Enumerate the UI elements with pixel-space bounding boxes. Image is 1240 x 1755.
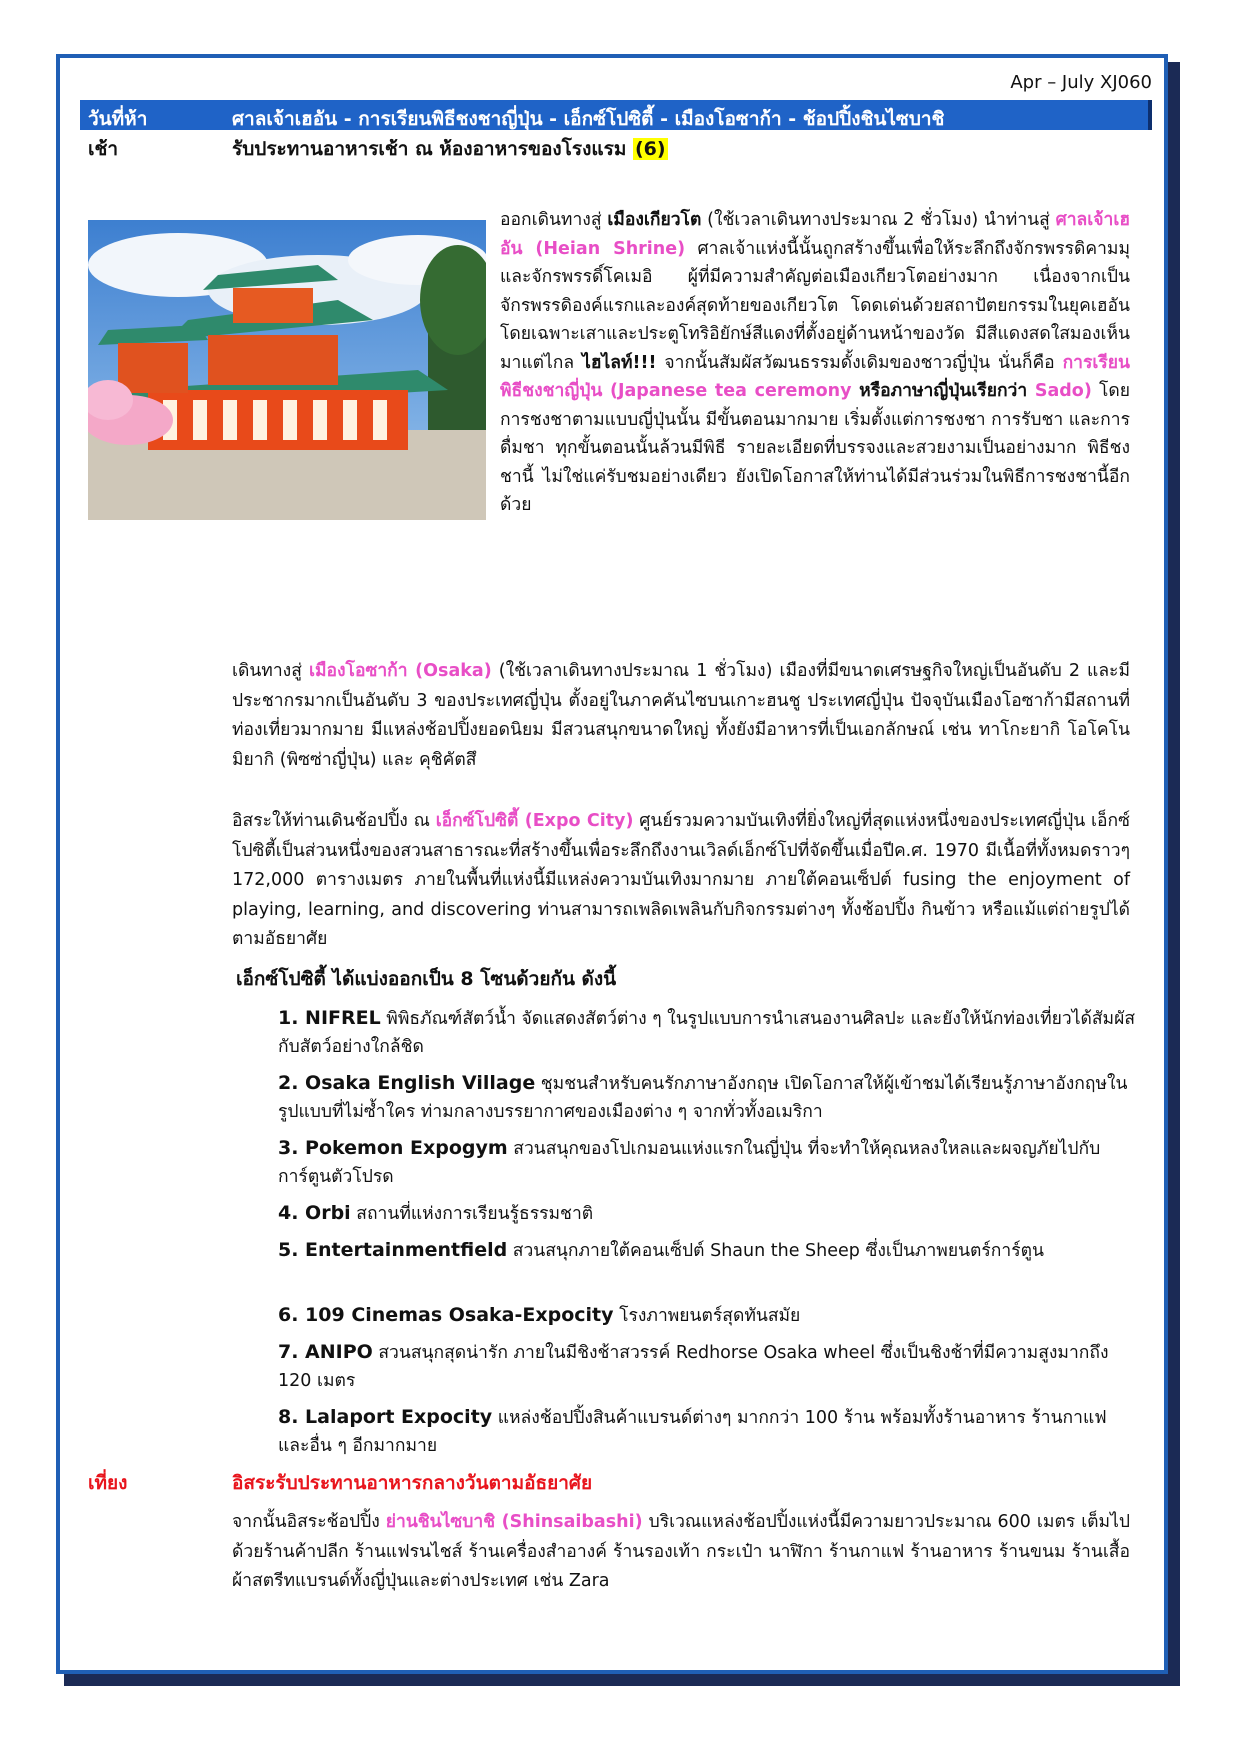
expo-city-name: เอ็กซ์โปซิตี้ (Expo City) [435, 811, 634, 831]
tea-ceremony-name: การเรียนพิธีชงชาญี่ปุ่น (Japanese tea ceremony [500, 352, 1130, 401]
heian-text-c: ศาลเจ้าแห่งนี้นั้นถูกสร้างขึ้นเพื่อให้ระลึกถึงจักรพรรดิคามมุและจักรพรรดิ์โคเมอิ ผู้ที่มีความสำคัญต่อเมืองเกียวโตอย่างมาก เนื่องจากเป็นจักรพรรดิองค์แรกและองค์สุดท้ายของเกียวโต โดดเด่นด้วยสถาปัตยกรรมในยุคเฮอัน โดยเฉพาะเสาและประตูโทริอิยักษ์สีแดงที่ตั้งอยู่ด้านหน้าของวัด มีสีแดงสดใสมองเห็นมาแต่ไกล [500, 238, 1130, 373]
zone-item [278, 1338, 1138, 1395]
day-label: วันที่ห้า [88, 108, 148, 130]
heian-text-d: จากนั้นสัมผัสวัฒนธรรมดั้งเดิมของชาวญี่ปุ่น นั่นก็คือ [656, 352, 1063, 373]
heian-text-e: โดยการชงชาตามแบบญี่ปุ่นนั้น มีขั้นตอนมากมาย เริ่มตั้งแต่การชงชา การรับชา และการดื่มชา ทุกขั้นตอนนั้นล้วนมีพิธี รายละเอียดที่บรรจงและสวยงามเป็นอย่างมาก พิธีชงชานี้ ไม่ใช่แค่รับชมอย่างเดียว ยังเปิดโอกาสให้ท่านได้มีส่วนร่วมในพิธีการชงชานี้อีกด้วย [500, 381, 1130, 515]
zone-desc: ชุมชนสำหรับคนรักภาษาอังกฤษ เปิดโอกาสให้ผู้เข้าชมได้เรียนรู้ภาษาอังกฤษในรูปแบบที่ไม่ซ้ำใคร ท่ามกลางบรรยากาศของเมืองต่าง ๆ จากทั่วทั้งอเมริกา [278, 1074, 1128, 1122]
zone-desc: สถานที่แห่งการเรียนรู้ธรรมชาติ [350, 1204, 594, 1224]
zone-name: 7. ANIPO [278, 1341, 373, 1363]
zone-name: 2. Osaka English Village [278, 1072, 536, 1094]
lunch-text: อิสระรับประทานอาหารกลางวันตามอัธยาศัย [232, 1472, 593, 1494]
zone-item [278, 1004, 1138, 1061]
kyoto-name: เมืองเกียวโต [607, 210, 702, 230]
shinsaibashi-text-b: บริเวณแหล่งช้อปปิ้งแห่งนี้มีความยาวประมาณ 600 เมตร เต็มไปด้วยร้านค้าปลีก ร้านแฟรนไชส์ ร้านเครื่องสำอางค์ ร้านรองเท้า กระเป๋า นาฬิกา ร้านกาแฟ ร้านอาหาร ร้านขนม ร้านเสื้อผ้าสตรีทแบรนด์ทั้งญี่ปุ่นและต่างประเทศ เช่น Zara [232, 1512, 1130, 1591]
zone-desc: สวนสนุกของโปเกมอนแห่งแรกในญี่ปุ่น ที่จะทำให้คุณหลงใหลและผจญภัยไปกับการ์ตูนตัวโปรด [278, 1139, 1101, 1187]
zones-heading: เอ็กซ์โปซิตี้ ได้แบ่งออกเป็น 8 โซนด้วยกัน ดังนี้ [236, 968, 617, 990]
zone-item [278, 1199, 1138, 1228]
osaka-text-a: เดินทางสู่ [232, 661, 309, 681]
shinsaibashi-text-a: จากนั้นอิสระช้อปปิ้ง [232, 1512, 386, 1532]
sado-name: Sado) [1027, 381, 1092, 401]
osaka-text-b: (ใช้เวลาเดินทางประมาณ 1 ชั่วโมง) เมืองที่มีขนาดเศรษฐกิจใหญ่เป็นอันดับ 2 และมีประชากรมากเป็นอันดับ 3 ของประเทศญี่ปุ่น ตั้งอยู่ในภาคคันไซบนเกาะฮนชู ประเทศญี่ปุ่น ปัจจุบันเมืองโอซาก้ามีสถานที่ท่องเที่ยวมากมาย มีแหล่งช้อปปิ้งยอดนิยม มีสวนสนุกขนาดใหญ่ ทั้งยังมีอาหารที่เป็นเอกลักษณ์ เช่น ทาโกะยากิ โอโคโนมิยากิ (พิซซ่าญี่ปุ่น) และ คุชิคัตสึ [232, 661, 1130, 770]
zone-name: 4. Orbi [278, 1202, 351, 1224]
heian-text-b: (ใช้เวลาเดินทางประมาณ 2 ชั่วโมง) นำท่านสู่ [701, 210, 1056, 230]
osaka-paragraph [232, 657, 1130, 775]
zone-name: 1. NIFREL [278, 1007, 381, 1029]
zone-desc: โรงภาพยนตร์สุดทันสมัย [613, 1306, 801, 1326]
tea-or-text: หรือภาษาญี่ปุ่นเรียกว่า [851, 381, 1028, 401]
zone-item [278, 1236, 1138, 1265]
zone-desc: สวนสนุกสุดน่ารัก ภายในมีชิงช้าสวรรค์ Redhorse Osaka wheel ซึ่งเป็นชิงช้าที่มีความสูงมากถึง 120 เมตร [278, 1343, 1109, 1391]
expo-text-b: ศูนย์รวมความบันเทิงที่ยิ่งใหญ่ที่สุดแห่งหนึ่งของประเทศญี่ปุ่น เอ็กซ์โปซิตี้เป็นส่วนหนึ่งของสวนสาธารณะที่สร้างขึ้นเพื่อระลึกถึงงานเวิลด์เอ็กซ์โปที่จัดขึ้นเมื่อปีค.ศ. 1970 มีเนื้อที่ทั้งหมดราวๆ 172,000 ตารางเมตร ภายในพื้นที่แห่งนี้มีแหล่งความบันเทิงมากมาย ภายใต้คอนเซ็ปต์ fusing the enjoyment of playing, learning, and discovering ท่านสามารถเพลิดเพลินกับกิจกรรมต่างๆ ทั้งช้อปปิ้ง กินข้าว หรือแม้แต่ถ่ายรูปได้ตามอัธยาศัย [232, 811, 1130, 949]
shinsaibashi-paragraph [232, 1508, 1130, 1597]
heian-shrine-name: ศาลเจ้าเฮอัน (Heian Shrine) [500, 210, 1131, 259]
expo-text-a: อิสระให้ท่านเดินช้อปปิ้ง ณ [232, 811, 436, 831]
zone-item [278, 1134, 1138, 1191]
zone-name: 5. Entertainmentfield [278, 1239, 508, 1261]
heian-shrine-photo [88, 220, 486, 520]
zone-name: 6. 109 Cinemas Osaka-Expocity [278, 1304, 614, 1326]
zone-name: 3. Pokemon Expogym [278, 1137, 508, 1159]
morning-meal-text: รับประทานอาหารเช้า ณ ห้องอาหารของโรงแรม [232, 138, 627, 160]
osaka-name: เมืองโอซาก้า (Osaka) [308, 661, 492, 681]
day-header [80, 100, 1152, 130]
morning-text [232, 134, 668, 164]
doc-code: Apr – July XJ060 [1010, 72, 1152, 93]
zone-desc: พิพิธภัณฑ์สัตว์น้ำ จัดแสดงสัตว์ต่าง ๆ ในรูปแบบการนำเสนองานศิลปะ และยังให้นักท่องเที่ยวได้สัมผัสกับสัตว์อย่างใกล้ชิด [278, 1009, 1136, 1057]
highlight-label: ไฮไลท์!!! [582, 352, 657, 373]
zone-item [278, 1069, 1138, 1126]
expo-paragraph [232, 807, 1130, 955]
zone-item [278, 1301, 1138, 1330]
morning-label: เช้า [88, 138, 119, 160]
heian-paragraph-top [500, 206, 1130, 520]
meal-code-badge: (6) [634, 138, 666, 160]
zone-name: 8. Lalaport Expocity [278, 1406, 493, 1428]
zone-desc: แหล่งช้อปปิ้งสินค้าแบรนด์ต่างๆ มากกว่า 100 ร้าน พร้อมทั้งร้านอาหาร ร้านกาแฟ และอื่น ๆ อีกมากมาย [278, 1408, 1107, 1456]
heian-text-a: ออกเดินทางสู่ [500, 210, 608, 230]
day-title: ศาลเจ้าเฮอัน - การเรียนพิธีชงชาญี่ปุ่น - เอ็กซ์โปซิตี้ - เมืองโอซาก้า - ช้อปปิ้งชินไซบาชิ [232, 108, 945, 130]
zone-item [278, 1403, 1138, 1460]
shinsaibashi-name: ย่านชินไซบาชิ (Shinsaibashi) [385, 1512, 643, 1532]
lunch-label: เที่ยง [88, 1472, 128, 1494]
zone-desc: สวนสนุกภายใต้คอนเซ็ปต์ Shaun the Sheep ซึ่งเป็นภาพยนตร์การ์ตูน [507, 1241, 1044, 1261]
